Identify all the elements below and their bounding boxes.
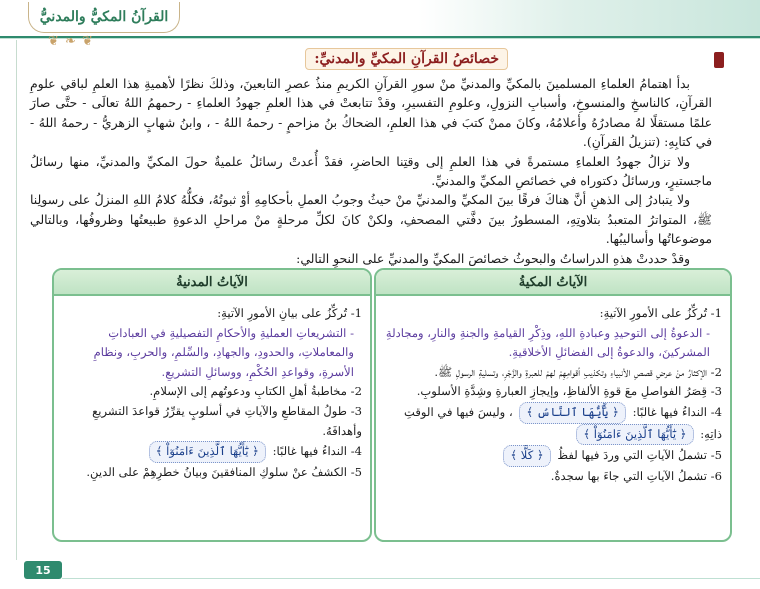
madani-item-4-text: 4- النداءُ فيها غالبًا: bbox=[272, 444, 362, 459]
makki-item-6: 6- تشملُ الآياتِ التي جاءَ بها سجدةٌ. bbox=[550, 468, 722, 483]
makki-item-5 bbox=[384, 445, 722, 467]
header-tab bbox=[28, 2, 180, 33]
madani-item-5: 5- الكشفُ عنْ سلوكِ المنافقينَ وبيانُ خطرِهِمْ على الدينِ. bbox=[86, 464, 362, 479]
section-heading: خصائصُ القرآنِ المكيِّ والمدنيِّ: bbox=[305, 48, 508, 70]
intro-paragraph-3: ولا يتبادرُ إلى الذهنِ أنَّ هناكَ فرقًا بينَ المكيِّ والمدنيِّ منْ حيثُ وجوبُ العملِ بأحكامِهِ أوْ ثبوتُهُ، فكلُّهُ كلامُ اللهِ المنزلُ على رسولِنا ﷺ، المتواترُ المتعبدُ بتلاوتِهِ، المسطورُ بينَ دفَّتي المصحفِ، ولكنْ كانَ لكلِّ مرحلةٍ منْ مراحلِ الدعوةِ طبيعتُها وظروفُها، وبالتالي موضوعاتُها وأساليبُها. bbox=[30, 192, 712, 247]
madani-column bbox=[52, 268, 372, 542]
madani-column-title: الآياتُ المدنيةُ bbox=[54, 270, 370, 296]
madani-item-2: 2- مخاطبةُ أهلِ الكتابِ ودعوتُهم إلى الإسلامِ. bbox=[149, 384, 362, 399]
makki-column-title: الآياتُ المكيةُ bbox=[376, 270, 730, 296]
intro-paragraph-1: بدأ اهتمامُ العلماءِ المسلمينَ بالمكيِّ والمدنيِّ منْ سورِ القرآنِ الكريمِ منذُ عصرِ التابعينَ، وذلكَ نظرًا لأهميةِ هذا العلمِ لباقي علومِ القرآنِ، كالناسخِ والمنسوخِ، وأسبابِ النزولِ، وعلومِ التفسيرِ، وقدْ تتابعتْ في هذا العلمِ جهودُ العلماءِ - رحمهمُ اللهُ تعالَى - حتَّى صارَ علمًا مستقلًا لهُ مصادرُهُ وأعلامُهُ، وكانَ ممنْ كتبَ في هذا العلمِ، الضحاكُ بنُ مزاحمٍ - رحمهُ اللهُ - ، وابنُ شهابٍ الزهريُّ - رحمهُ اللهُ - في كتابِهِ: (تنزيلُ القرآنِ). bbox=[30, 76, 712, 150]
makki-item-5-text: 5- تشملُ الآياتِ التي وردَ فيها لفظُ bbox=[557, 448, 722, 463]
intro-paragraph-2: ولا تزالُ جهودُ العلماءِ مستمرةً في هذا العلمِ إلى وقتِنا الحاضرِ، فقدْ أُعدتْ رسائلُ علميةٌ حولَ المكيِّ والمدنيِّ، منها رسائلُ ماجستيرٍ، ورسائلُ دكتوراه في خصائصِ المكيِّ والمدنيِّ. bbox=[30, 153, 712, 189]
makki-verse-ya-ayyuha-alladhina: ﴿ يَٰٓأَيُّهَا ٱلَّذِينَ ءَامَنُوٓاْ ﴾ bbox=[576, 424, 693, 446]
margin-rule bbox=[16, 40, 17, 560]
makki-item-2: 2- الإكثارُ منْ عرضِ قصصِ الأنبياءِ وتكذيبِ أقوامِهِمْ لهمْ للعبرةِ والزَّجْرِ، وتسليةِ الرسولِ ﷺ. bbox=[434, 364, 722, 379]
ornament-icon: ❦ ❧ ❦ bbox=[48, 34, 94, 49]
madani-verse-ya-ayyuha-alladhina: ﴿ يَٰٓأَيُّهَا ٱلَّذِينَ ءَامَنُوٓاْ ﴾ bbox=[149, 441, 266, 463]
makki-item-4-mid: ، وليسَ فيها في الوقتِ ذاتِهِ: bbox=[404, 404, 722, 441]
madani-item-1: 1- تُركِّزُ على بيانِ الأمورِ الآتيةِ: bbox=[217, 306, 362, 320]
makki-item-3: 3- قِصَرُ الفواصلِ معَ قوةِ الألفاظِ، وإيجازِ العبارةِ وشِدَّةِ الأسلوبِ. bbox=[416, 384, 722, 399]
makki-item-4-text: 4- النداءُ فيها غالبًا: bbox=[632, 404, 722, 419]
makki-verse-kalla: ﴿ كَلَّا ﴾ bbox=[503, 445, 550, 467]
chapter-title: القرآنُ المكيُّ والمدنيُّ bbox=[39, 9, 169, 25]
makki-list bbox=[384, 304, 722, 486]
makki-item-4 bbox=[384, 402, 722, 445]
makki-column bbox=[374, 268, 732, 542]
madani-list bbox=[62, 304, 362, 482]
page-number: 15 bbox=[24, 561, 62, 579]
header-divider-light bbox=[0, 38, 760, 39]
madani-item-3: 3- طولُ المقاطعِ والآياتِ في أسلوبٍ يقرِّرُ قواعدَ التشريعِ وأهدافَهُ. bbox=[92, 403, 362, 438]
makki-item-1: 1- تُركِّزُ على الأمورِ الآتيةِ: bbox=[599, 306, 722, 320]
intro-paragraph-4: وقدْ حددتْ هذهِ الدراساتُ والبحوثُ خصائصَ المكيِّ والمدنيِّ على النحوِ التالي: bbox=[296, 250, 690, 266]
intro-text bbox=[30, 74, 712, 268]
heading-marker bbox=[714, 52, 724, 68]
footer-divider bbox=[62, 578, 760, 579]
makki-verse-ya-ayyuha-an-nas: ﴿ يَٰٓأَيُّهَا ٱلنَّاسُ ﴾ bbox=[519, 402, 626, 424]
madani-item-1-sub: - التشريعاتِ العمليةِ والأحكامِ التفصيليةِ في العباداتِ والمعاملاتِ، والحدودِ، والجهادِ، والسِّلمِ، والحربِ، ونظامِ الأسرةِ، وقواعدِ الحُكْمِ، ووسائلِ التشريعِ. bbox=[93, 325, 354, 379]
madani-item-4 bbox=[62, 441, 362, 463]
makki-item-1-sub: - الدعوةُ إلى التوحيدِ وعبادةِ اللهِ، وذِكْرِ القيامةِ والجنةِ والنارِ، ومجادلةِ المشركينَ، والدعوةُ إلى الفضائلِ الأخلاقيةِ. bbox=[385, 325, 710, 360]
